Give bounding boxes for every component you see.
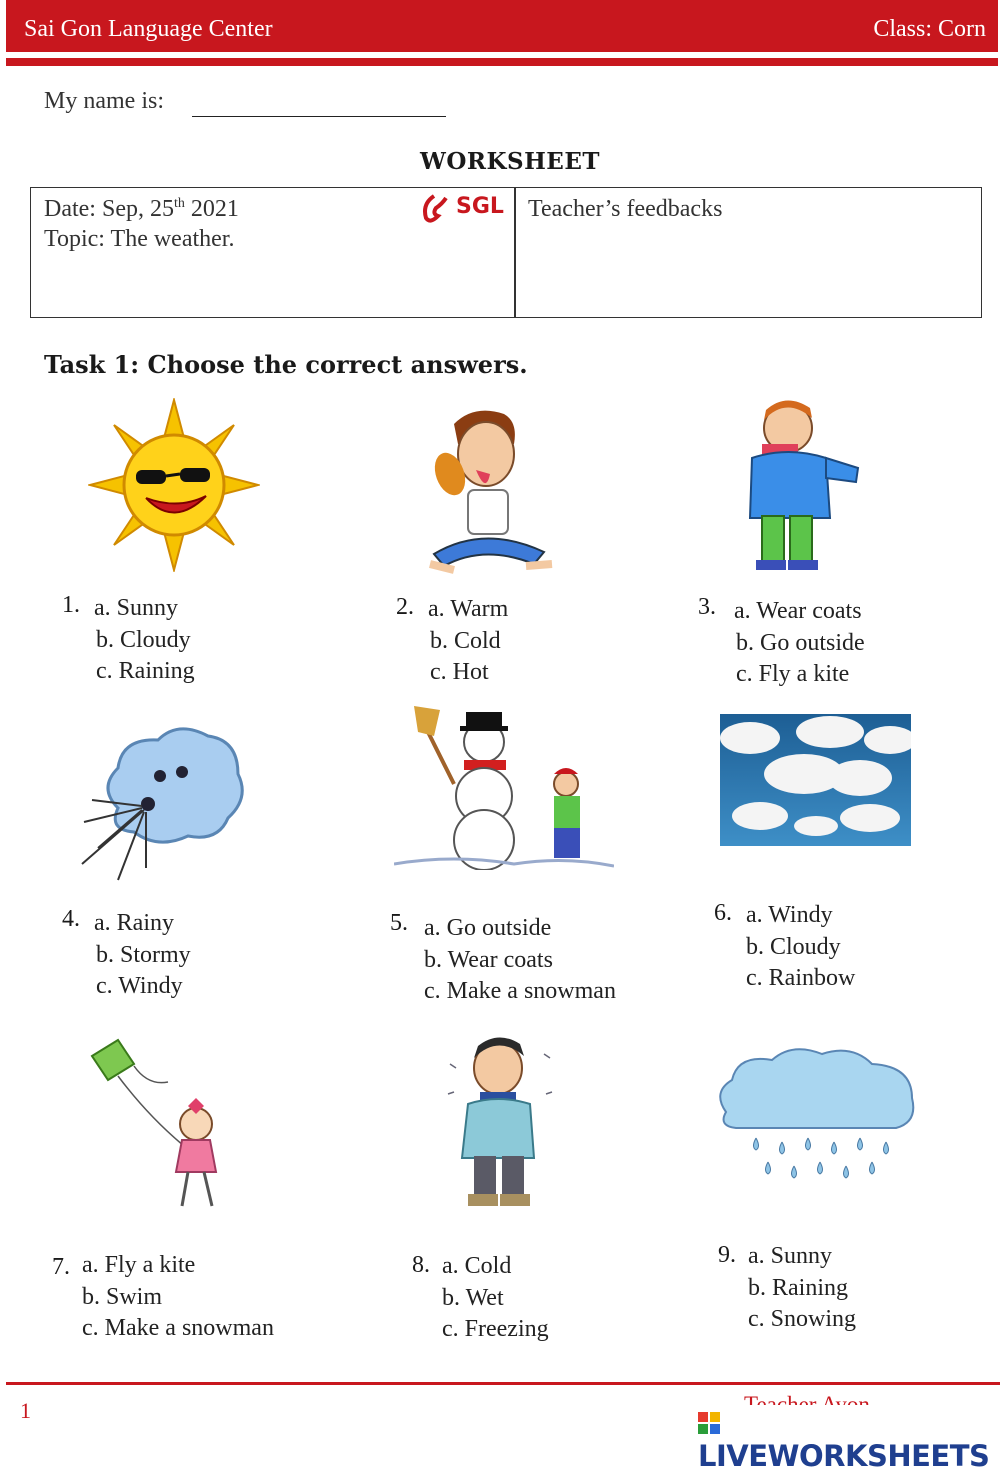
liveworksheets-icon (698, 1407, 720, 1429)
windy-cloud-icon (78, 718, 248, 886)
options-q1 (94, 593, 195, 688)
liveworksheets-logo[interactable]: LIVEWORKSHEETS (698, 1405, 1000, 1473)
hot-boy-icon (414, 404, 554, 574)
question-number: 4. (62, 906, 80, 932)
options-q4 (94, 908, 191, 1003)
option[interactable]: c. Rainbow (746, 965, 856, 991)
option[interactable]: a. Go outside (424, 915, 552, 941)
option[interactable]: c. Raining (96, 658, 195, 684)
class-label: Class: Corn (873, 16, 986, 42)
option[interactable]: a. Sunny (94, 595, 178, 621)
question-number: 7. (52, 1254, 70, 1280)
snowman-icon (394, 704, 614, 870)
question-number: 5. (390, 910, 408, 936)
name-label: My name is: (44, 88, 164, 114)
options-q7 (82, 1250, 274, 1345)
worksheet-title: WORKSHEET (420, 148, 600, 175)
header-rule (6, 58, 998, 66)
footer-rule (6, 1382, 1000, 1385)
option[interactable]: b. Stormy (96, 941, 191, 968)
option[interactable]: b. Cloudy (96, 626, 191, 653)
options-q2 (428, 594, 508, 689)
options-q6 (746, 900, 855, 995)
clouds-sky-icon (720, 714, 911, 846)
option[interactable]: c. Make a snowman (424, 978, 616, 1004)
question-number: 2. (396, 594, 414, 620)
option[interactable]: a. Wear coats (734, 598, 862, 624)
option[interactable]: c. Hot (430, 659, 489, 685)
question-number: 6. (714, 900, 732, 926)
option[interactable]: b. Swim (82, 1283, 163, 1310)
sun-icon (88, 398, 260, 572)
question-number: 3. (698, 594, 716, 620)
question-number: 8. (412, 1252, 430, 1278)
option[interactable]: b. Go outside (736, 629, 865, 656)
option[interactable]: b. Cloudy (746, 933, 841, 960)
option[interactable]: b. Wet (442, 1284, 504, 1311)
options-q5 (424, 913, 616, 1008)
option[interactable]: b. Raining (748, 1274, 848, 1301)
question-number: 9. (718, 1242, 736, 1268)
task-1-heading: Task 1: Choose the correct answers. (44, 350, 528, 379)
options-q9 (748, 1241, 856, 1336)
option[interactable]: c. Fly a kite (736, 661, 850, 687)
sgl-logo: SGL (420, 192, 514, 232)
options-q8 (442, 1251, 549, 1346)
option[interactable]: a. Sunny (748, 1243, 832, 1269)
feedback-label: Teacher’s feedbacks (528, 196, 723, 222)
options-q3 (734, 596, 865, 691)
coat-boy-icon (726, 398, 866, 574)
info-divider (514, 187, 516, 318)
freezing-boy-icon (440, 1034, 560, 1214)
option[interactable]: a. Fly a kite (82, 1252, 196, 1278)
option[interactable]: c. Freezing (442, 1316, 549, 1342)
topic-line: Topic: The weather. (44, 226, 235, 252)
option[interactable]: b. Cold (430, 627, 501, 654)
option[interactable]: b. Wear coats (424, 946, 553, 973)
option[interactable]: a. Windy (746, 902, 833, 928)
page-number: 1 (20, 1398, 31, 1423)
option[interactable]: c. Snowing (748, 1306, 856, 1332)
option[interactable]: a. Rainy (94, 910, 174, 936)
rain-cloud-icon (712, 1042, 920, 1188)
option[interactable]: c. Make a snowman (82, 1315, 274, 1341)
option[interactable]: a. Cold (442, 1253, 512, 1279)
kite-girl-icon (88, 1036, 238, 1212)
center-name: Sai Gon Language Center (24, 16, 273, 42)
option[interactable]: c. Windy (96, 973, 183, 999)
question-number: 1. (62, 592, 80, 618)
name-input-line[interactable] (192, 116, 446, 117)
option[interactable]: a. Warm (428, 596, 509, 622)
date-line: Date: Sep, 25th 2021 (44, 196, 239, 222)
